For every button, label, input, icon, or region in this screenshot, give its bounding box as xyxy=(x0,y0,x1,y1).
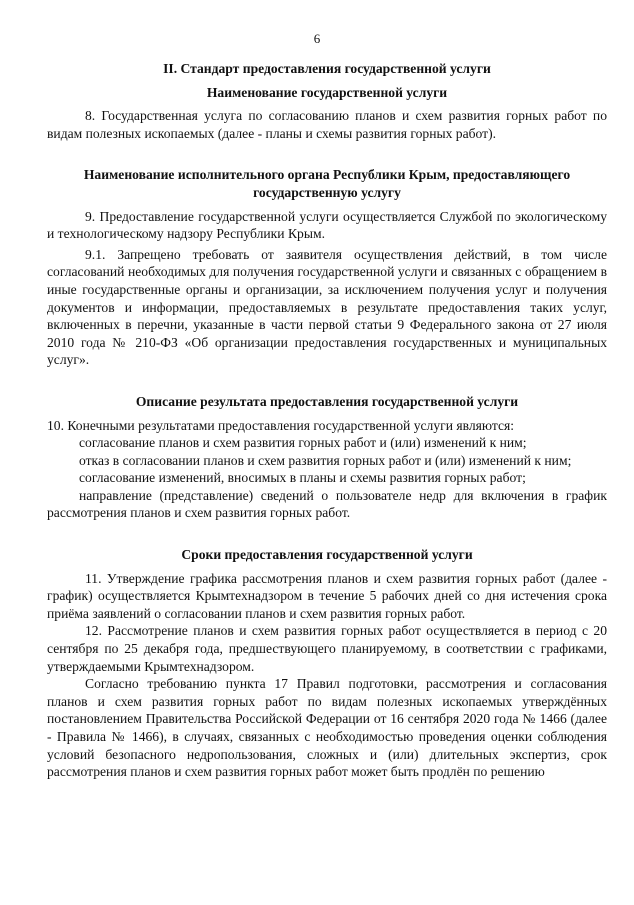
result-heading: Описание результата предоставления государственной услуги xyxy=(135,393,519,409)
service-name-heading: Наименование государственной услуги xyxy=(206,84,448,100)
paragraph-12-continued: Согласно требованию пункта 17 Правил подготовки, рассмотрения и согласования планов и схем развития горных работ по видам полезных ископаемых утверждённых постановлением Правительства Российской Федерации от 16 сентября 2020 года № 1466 (далее - Правила № 1466), в случаях, связанных с необходимостью проведения оценки соблюдения условий безопасного недропользования, сложных и (или) длительных экспертиз, срок рассмотрения планов и схем развития горных работ может быть продлён по решению xyxy=(47,676,607,780)
paragraph-12: 12. Рассмотрение планов и схем развития горных работ осуществляется в период с 20 сентября по 25 декабря года, предшествующего планируемому, в соответствии с графиками, утверждаемыми Крымтехнадзором. xyxy=(47,623,607,674)
result-item: согласование планов и схем развития горных работ и (или) изменений к ним; xyxy=(79,435,527,451)
paragraph-9: 9. Предоставление государственной услуги осуществляется Службой по экологическому и технологическому надзору Республики Крым. xyxy=(47,208,607,242)
paragraph-11: 11. Утверждение графика рассмотрения планов и схем развития горных работ (далее - график) осуществляется Крымтехнадзором в течение 5 рабочих дней со дня истечения срока приёма заявлений о согласовании планов и схем развития горных работ. xyxy=(47,570,607,621)
paragraph-9-1: 9.1. Запрещено требовать от заявителя осуществления действий, в том числе согласований необходимых для получения государственной услуги и связанных с обращением в иные государственные органы и организации, за исключением получения услуг и получения документов и информации, предоставляемых в результате предоставления таких услуг, включенных в перечни, указанные в части первой статьи 9 Федерального закона от 27 июля 2010 года № 210-ФЗ «Об организации предоставления государственных и муниципальных услуг». xyxy=(47,246,607,368)
executive-body-heading: Наименование исполнительного органа Республики Крым, предоставляющего государственную услугу xyxy=(83,167,571,200)
result-item: согласование изменений, вносимых в планы и схемы развития горных работ; xyxy=(79,470,526,486)
section-title: II. Стандарт предоставления государственной услуги xyxy=(163,61,491,76)
terms-heading: Сроки предоставления государственной услуги xyxy=(181,547,473,563)
document-body xyxy=(47,60,607,781)
paragraph-10: 10. Конечными результатами предоставления государственной услуги являются: xyxy=(47,417,515,433)
page-number: 6 xyxy=(313,31,321,46)
result-item: направление (представление) сведений о пользователе недр для включения в график рассмотрения планов и схем развития горных работ. xyxy=(47,487,607,521)
paragraph-8: 8. Государственная услуга по согласованию планов и схем развития горных работ по видам полезных ископаемых (далее - планы и схемы развития горных работ). xyxy=(47,108,607,141)
result-item: отказ в согласовании планов и схем развития горных работ и (или) изменений к ним; xyxy=(79,452,572,468)
